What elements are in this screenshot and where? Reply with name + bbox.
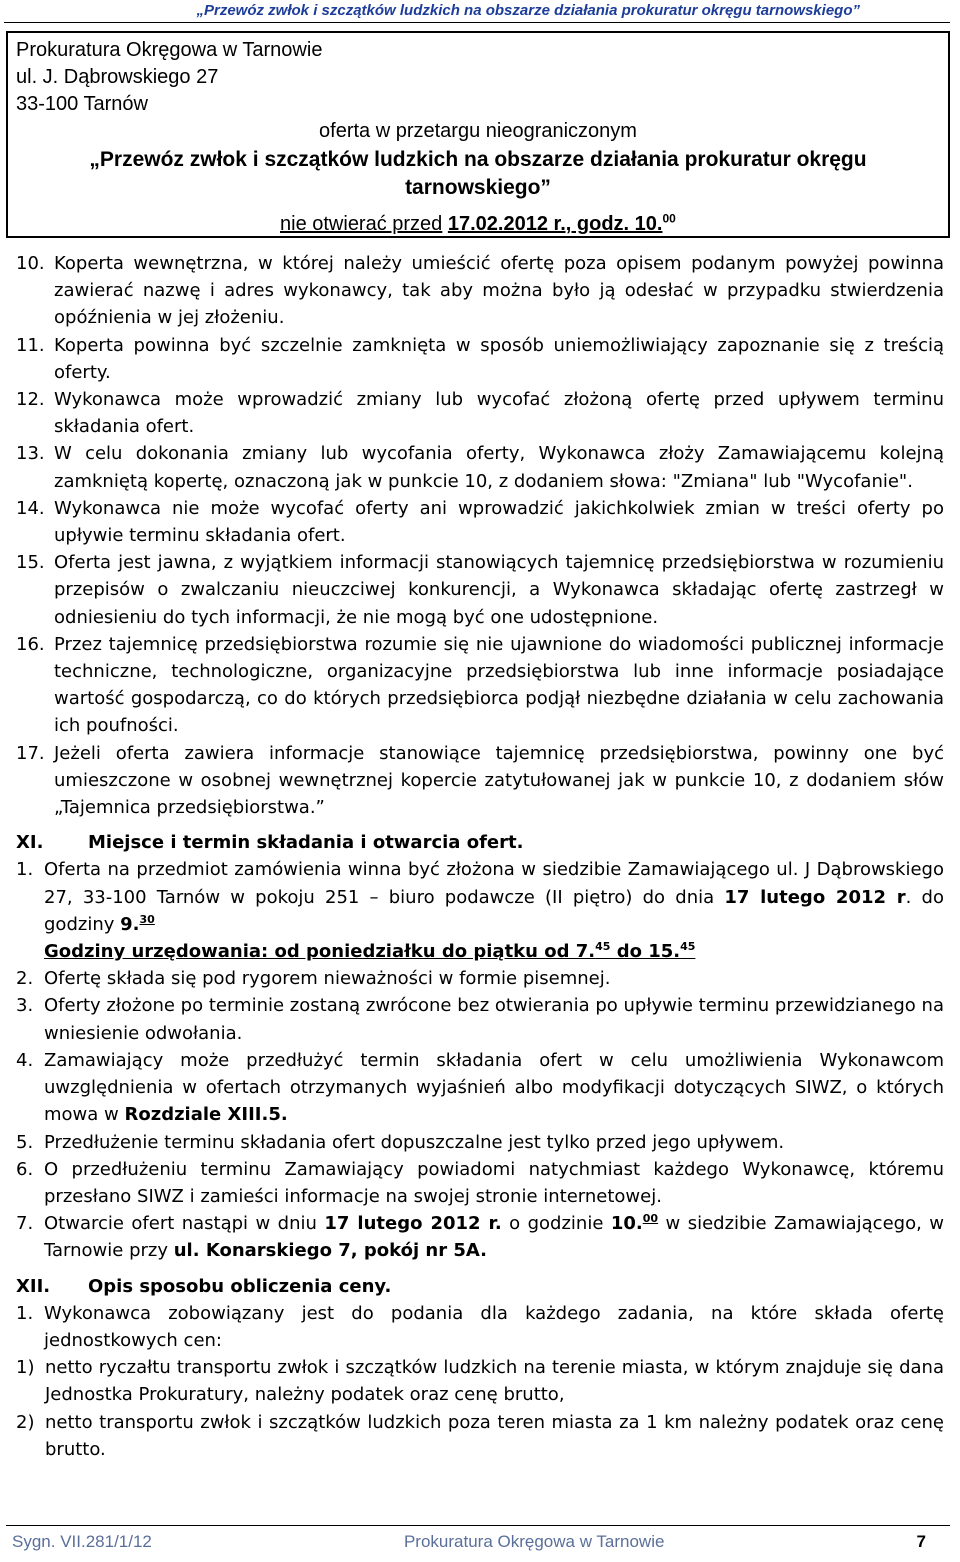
page-number: 7 <box>916 1532 926 1551</box>
list-item <box>16 965 944 992</box>
section-heading-xi <box>16 829 944 856</box>
item-number: 1. <box>16 859 34 881</box>
item-number: 17. <box>16 742 45 764</box>
footer-office: Prokuratura Okręgowa w Tarnowie <box>403 1532 665 1551</box>
item-text: O przedłużeniu terminu Zamawiający powiadomi natychmiast każdego Wykonawcę, któremu przesłano SIWZ i zamieści informacje na swojej stronie internetowej. <box>44 1158 944 1207</box>
envelope-rules-list <box>16 250 944 821</box>
item-text: Oferty złożone po terminie zostaną zwrócone bez otwierania po upływie terminu przewidzianego na wniesienie odwołania. <box>44 995 944 1044</box>
submission-minutes: 30 <box>139 912 155 926</box>
item-text: Wykonawca zobowiązany jest do podania dla każdego zadania, na które składa ofertę jednostkowych cen: <box>44 1302 944 1351</box>
opening-hour: 10. <box>610 1213 643 1235</box>
list-item <box>16 1047 944 1129</box>
item-number: 2. <box>16 968 34 990</box>
item-text: W celu dokonania zmiany lub wycofania oferty, Wykonawca złoży Zamawiającemu kolejną zamkniętą kopertę, oznaczoną jak w punkcie 10, z dodaniem słowa: "Zmiana" lub "Wycofanie". <box>54 443 944 492</box>
item-text: Oferta jest jawna, z wyjątkiem informacji stanowiących tajemnicę przedsiębiorstwa w rozumieniu przepisów o zwalczaniu nieuczciwej konkurencji, a Wykonawca składając ofertę zastrzegł w odniesieniu do tych informacji, że nie mogą być one udostępnione. <box>54 552 944 628</box>
address-line: ul. J. Dąbrowskiego 27 <box>16 66 219 88</box>
item-text: Zamawiający może przedłużyć termin składania ofert w celu umożliwienia Wykonawcom uwzględnienia w ofertach otrzymanych wyjaśnień albo modyfikacji dotyczących SIWZ, o których mowa w <box>44 1049 944 1126</box>
list-item <box>16 386 944 440</box>
list-item <box>16 440 944 494</box>
list-item <box>16 631 944 740</box>
section-title: Miejsce i termin składania i otwarcia ofert. <box>88 832 524 854</box>
office-hours <box>44 941 695 962</box>
submission-date: 17 lutego 2012 r <box>724 886 906 908</box>
list-item <box>16 740 944 822</box>
item-text: Ofertę składa się pod rygorem nieważności w formie pisemnej. <box>44 968 611 990</box>
opening-minutes: 00 <box>642 1212 659 1226</box>
envelope-label-box <box>6 31 950 238</box>
document-body <box>16 250 944 1463</box>
item-text: Koperta wewnętrzna, w której należy umieścić ofertę poza opisem podanym powyżej powinna zawierać nazwę i adres wykonawcy, tak aby można było ją odesłać w przypadku stwierdzenia opóźnienia w jej złożeniu. <box>54 253 944 329</box>
header-rule <box>4 22 950 23</box>
item-text: Koperta powinna być szczelnie zamknięta w sposób uniemożliwiający zapoznanie się z treścią oferty. <box>54 334 944 383</box>
item-text: netto transportu zwłok i szczątków ludzkich poza teren miasta za 1 km należny podatek oraz cenę brutto. <box>45 1411 944 1460</box>
item-number: 2) <box>16 1411 35 1433</box>
envelope-title <box>8 146 948 202</box>
running-header: „Przewóz zwłok i szczątków ludzkich na obszarze działania prokuratur okręgu tarnowskiego” <box>196 2 860 19</box>
list-item <box>16 1300 944 1354</box>
section-heading-xii <box>16 1273 944 1300</box>
section-xi-list <box>16 856 944 1264</box>
submission-hour: 9. <box>120 913 140 935</box>
office-hours-to-minutes: 45 <box>680 940 696 954</box>
office-hours-from: Godziny urzędowania: od poniedziałku do piątku od 7. <box>44 941 596 963</box>
envelope-do-not-open-note <box>280 209 676 239</box>
section-number: XI. <box>16 832 44 854</box>
item-text: Otwarcie ofert nastąpi w dniu <box>44 1213 317 1235</box>
list-item <box>16 332 944 386</box>
item-number: 1) <box>16 1357 35 1379</box>
item-text: Wykonawca nie może wycofać oferty ani wprowadzić jakichkolwiek zmian w treści oferty po upływie terminu składania ofert. <box>54 497 944 547</box>
list-item <box>16 549 944 631</box>
list-item <box>16 250 944 332</box>
case-signature: Sygn. VII.281/1/12 <box>12 1532 152 1551</box>
item-number: 1. <box>16 1302 34 1324</box>
item-number: 10. <box>16 253 45 274</box>
office-hours-to: do 15. <box>610 941 681 963</box>
list-item <box>16 856 944 965</box>
item-text: . do godziny <box>44 886 944 935</box>
item-number: 15. <box>16 552 45 574</box>
item-text: Jeżeli oferta zawiera informacje stanowiące tajemnicę przedsiębiorstwa, powinny one być umieszczone w osobnej wewnętrznej kopercie zatytułowanej jak w punkcie 10, z dodaniem słów „Tajemnica przedsiębiorstwa.” <box>54 742 944 819</box>
envelope-address <box>16 37 322 118</box>
price-components-list <box>16 1354 944 1463</box>
item-number: 7. <box>16 1213 34 1235</box>
item-number: 16. <box>16 633 45 655</box>
note-date: 17.02.2012 r., godz. 10. <box>447 213 663 235</box>
item-number: 3. <box>16 995 34 1017</box>
envelope-title-line: tarnowskiego” <box>405 176 551 199</box>
page-footer <box>6 1525 950 1556</box>
item-text: Oferta na przedmiot zamówienia winna być złożona w siedzibie Zamawiającego ul. J Dąbrowskiego 27, 33-100 Tarnów w pokoju 251 – biuro podawcze (II piętro) do dnia <box>44 859 944 908</box>
item-number: 11. <box>16 334 45 356</box>
note-prefix: nie otwierać przed <box>280 213 443 235</box>
list-item <box>16 1129 944 1156</box>
list-item <box>16 1210 944 1264</box>
list-item <box>16 992 944 1046</box>
item-text: o godzinie <box>509 1213 604 1235</box>
chapter-reference: Rozdziale XIII.5. <box>124 1104 288 1126</box>
item-text: w siedzibie Zamawiającego, w Tarnowie przy <box>44 1213 944 1262</box>
opening-date: 17 lutego 2012 r. <box>324 1213 502 1235</box>
item-text: netto ryczałtu transportu zwłok i szczątków ludzkich na terenie miasta, w którym znajduje się dana Jednostka Prokuratury, należny podatek oraz cenę brutto, <box>45 1357 944 1406</box>
item-text: Przez tajemnicę przedsiębiorstwa rozumie się nie ujawnione do wiadomości publicznej informacje techniczne, technologiczne, organizacyjne przedsiębiorstwa lub inne informacje posiadające wartość gospodarczą, co do których przedsiębiorca podjął niezbędne działania w celu zachowania ich poufności. <box>54 633 944 737</box>
item-number: 5. <box>16 1131 34 1153</box>
list-item <box>16 1409 944 1463</box>
address-line: Prokuratura Okręgowa w Tarnowie <box>16 39 323 61</box>
list-item <box>16 1354 944 1408</box>
envelope-offer-line: oferta w przetargu nieograniczonym <box>319 120 637 142</box>
note-minutes: 00 <box>662 211 676 226</box>
office-hours-from-minutes: 45 <box>595 940 611 954</box>
address-line: 33-100 Tarnów <box>16 93 148 115</box>
item-text: Wykonawca może wprowadzić zmiany lub wycofać złożoną ofertę przed upływem terminu składania ofert. <box>54 389 944 438</box>
item-number: 13. <box>16 443 45 465</box>
list-item <box>16 1156 944 1210</box>
item-number: 4. <box>16 1049 34 1071</box>
opening-place: ul. Konarskiego 7, pokój nr 5A. <box>173 1240 487 1262</box>
section-title: Opis sposobu obliczenia ceny. <box>88 1275 392 1297</box>
item-number: 12. <box>16 389 45 411</box>
section-xii-list <box>16 1300 944 1354</box>
list-item <box>16 495 944 549</box>
envelope-title-line: „Przewóz zwłok i szczątków ludzkich na obszarze działania prokuratur okręgu <box>89 148 867 171</box>
section-number: XII. <box>16 1275 51 1297</box>
item-text: Przedłużenie terminu składania ofert dopuszczalne jest tylko przed jego upływem. <box>44 1131 785 1153</box>
item-number: 6. <box>16 1158 34 1180</box>
item-number: 14. <box>16 497 45 519</box>
